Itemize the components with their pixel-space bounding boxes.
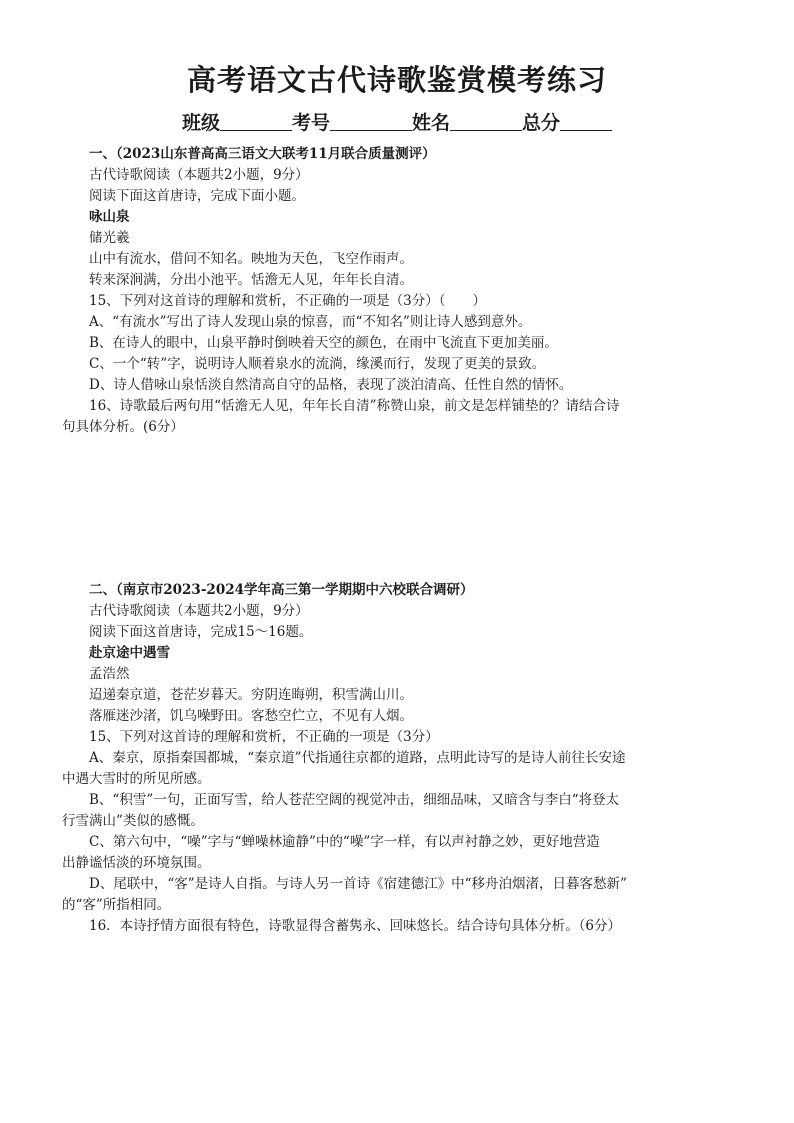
section-one-instruction: 阅读下面这首唐诗，完成下面小题。 <box>89 188 305 204</box>
score-blank[interactable] <box>560 110 612 131</box>
poem-two-title: 赴京途中遇雪 <box>89 645 170 661</box>
poem-two-line: 落雁迷沙渚，饥乌噪野田。客愁空伫立，不见有人烟。 <box>89 708 413 724</box>
section-one-subtitle-note: （本题共2小题，9分） <box>170 167 309 183</box>
option-c-line1: C、第六句中，“噪”字与“蝉噪林逾静”中的“噪”字一样，有以声衬静之妙，更好地营造 <box>89 834 600 850</box>
page-title: 高考语文古代诗歌鉴赏模考练习 <box>186 63 607 97</box>
option-c: C、一个“转”字，说明诗人顺着泉水的流淌，缘溪而行，发现了更美的景致。 <box>89 356 546 372</box>
poem-one-line: 山中有流水，借问不知名。映地为天色，飞空作雨声。 <box>89 251 413 267</box>
section-two-heading-text: 二、（南京市2023-2024学年高三第一学期期中六校联合调研） <box>89 582 474 598</box>
poem-one-line: 转来深涧满，分出小池平。恬澹无人见，年年长自清。 <box>89 272 413 288</box>
section-one <box>62 144 732 438</box>
section-one-subtitle <box>62 165 732 186</box>
poem-two-line: 迢递秦京道，苍茫岁暮天。穷阴连晦朔，积雪满山川。 <box>89 687 413 703</box>
section-one-subtitle-text: 古代诗歌阅读 <box>89 167 170 183</box>
poem-two-poet: 孟浩然 <box>89 666 130 682</box>
class-label: 班级 <box>181 112 220 134</box>
poem-one-poet: 储光羲 <box>89 230 130 246</box>
section-two-heading <box>62 580 732 601</box>
option-a: A、“有流水”写出了诗人发现山泉的惊喜，而“不知名”则让诗人感到意外。 <box>89 314 532 330</box>
question-15: 15、下列对这首诗的理解和赏析，不正确的一项是（3分） <box>89 729 439 745</box>
number-label: 考号 <box>291 112 330 134</box>
option-b-line2: 行雪满山”类似的感慨。 <box>62 813 204 829</box>
section-two-subtitle <box>62 601 732 622</box>
option-d: D、诗人借咏山泉恬淡自然清高自守的品格，表现了淡泊清高、任性自然的情怀。 <box>89 377 573 393</box>
poem-one-title: 咏山泉 <box>89 209 130 225</box>
class-blank[interactable] <box>220 110 292 131</box>
name-blank[interactable] <box>450 110 522 131</box>
option-a-line1: A、秦京，原指秦国都城，“秦京道”代指通往京都的道路，点明此诗写的是诗人前往长安途 <box>89 750 626 766</box>
question-16-line2: 句具体分析。(6分） <box>62 419 184 435</box>
option-d-line2: 的“客”所指相同。 <box>62 897 171 913</box>
section-two-instruction: 阅读下面这首唐诗，完成15～16题。 <box>89 624 313 640</box>
option-b-line1: B、“积雪”一句，正面写雪，给人苍茫空阔的视觉冲击，细细品味，又暗含与李白“将登太 <box>89 792 620 808</box>
question-16-line1: 16、诗歌最后两句用“恬澹无人见，年年长自清”称赞山泉，前文是怎样铺垫的？请结合诗 <box>89 398 620 414</box>
student-info-line <box>0 109 794 137</box>
question-15: 15、下列对这首诗的理解和赏析，不正确的一项是（3分）（ ） <box>89 293 487 309</box>
score-label: 总分 <box>522 112 561 134</box>
section-two-subtitle-text: 古代诗歌阅读 <box>89 603 170 619</box>
section-two-subtitle-note: （本题共2小题，9分） <box>170 603 309 619</box>
option-b: B、在诗人的眼中，山泉平静时倒映着天空的颜色，在雨中飞流直下更加美丽。 <box>89 335 558 351</box>
option-c-line2: 出静谧恬淡的环境氛围。 <box>62 855 211 871</box>
number-blank[interactable] <box>330 110 412 131</box>
section-two <box>62 580 732 937</box>
option-a-line2: 中遇大雪时的所见所感。 <box>62 771 211 787</box>
question-16: 16．本诗抒情方面很有特色，诗歌显得含蓄隽永、回味悠长。结合诗句具体分析。（6分） <box>89 918 622 934</box>
name-label: 姓名 <box>412 112 451 134</box>
section-one-heading-text: 一、（2023山东普高高三语文大联考11月联合质量测评） <box>89 146 436 162</box>
option-d-line1: D、尾联中，“客”是诗人自指。与诗人另一首诗《宿建德江》中“移舟泊烟渚，日暮客愁新” <box>89 876 627 892</box>
section-one-heading <box>62 144 732 165</box>
